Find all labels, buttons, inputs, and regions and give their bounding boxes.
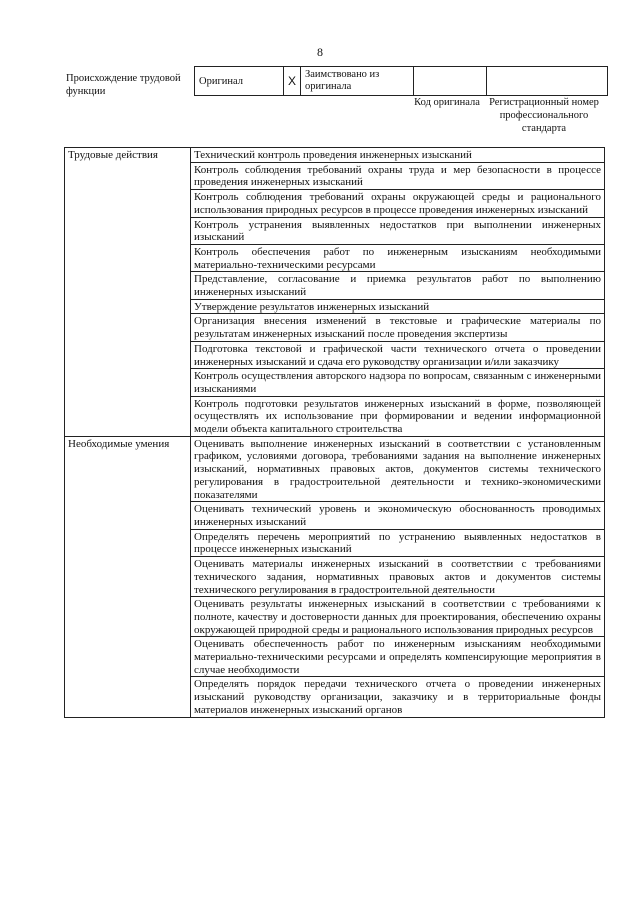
original-cell: Оригинал bbox=[195, 67, 284, 96]
list-item: Контроль соблюдения требований охраны труда и мер безопасности в процессе проведения инженерных изысканий bbox=[191, 162, 605, 189]
list-item: Определять порядок передачи технического отчета о проведении инженерных изысканий руководству организации, заказчику и в территориальные фонды материалов инженерных изысканий органов bbox=[191, 677, 605, 717]
original-mark: X bbox=[284, 67, 301, 96]
origin-table bbox=[194, 66, 608, 96]
origin-label: Происхождение трудовой функции bbox=[66, 73, 181, 97]
list-item: Контроль обеспечения работ по инженерным изысканиям необходимыми материально-техническими ресурсами bbox=[191, 244, 605, 271]
section-category: Необходимые умения bbox=[65, 436, 191, 717]
list-item: Оценивать обеспеченность работ по инженерным изысканиям необходимыми материально-техническими ресурсами и определять компенсирующие мероприятия в случае необходимости bbox=[191, 637, 605, 677]
reg-number-cell bbox=[487, 67, 608, 96]
list-item: Контроль устранения выявленных недостатков при выполнении инженерных изысканий bbox=[191, 217, 605, 244]
labor-functions-table bbox=[64, 147, 605, 718]
section-category: Трудовые действия bbox=[65, 148, 191, 437]
list-item: Технический контроль проведения инженерных изысканий bbox=[191, 148, 605, 163]
code-cell bbox=[414, 67, 487, 96]
list-item: Оценивать выполнение инженерных изысканий в соответствии с установленным графиком, условиями договора, требованиями задания на выполнение инженерных изысканий, нормативных правовых актов, документов системы технического регулирования в градостроительной деятельности и технико-экономическими показателями bbox=[191, 436, 605, 502]
list-item: Подготовка текстовой и графической части технического отчета о проведении инженерных изысканий и сдача его руководству организации и/или заказчику bbox=[191, 341, 605, 368]
list-item: Определять перечень мероприятий по устранению выявленных недостатков в процессе инженерных изысканий bbox=[191, 529, 605, 556]
list-item: Контроль осуществления авторского надзора по вопросам, связанным с инженерными изысканиями bbox=[191, 369, 605, 396]
page-number: 8 bbox=[317, 45, 323, 59]
list-item: Контроль подготовки результатов инженерных изысканий в форме, позволяющей осуществлять их использование при формировании и ведении информационной модели объекта капитального строительства bbox=[191, 396, 605, 436]
reg-number-label: Регистрационный номер профессионального стандарта bbox=[489, 97, 599, 134]
borrowed-cell: Заимствовано из оригинала bbox=[301, 67, 414, 96]
table-row bbox=[65, 436, 605, 502]
list-item: Представление, согласование и приемка результатов работ по выполнению инженерных изысканий bbox=[191, 272, 605, 299]
list-item: Организация внесения изменений в текстовые и графические материалы по результатам инженерных изысканий после проведения экспертизы bbox=[191, 314, 605, 341]
list-item: Оценивать материалы инженерных изысканий в соответствии с требованиями технического задания, нормативных правовых актов и документов системы технического регулирования в градостроительной деятельности bbox=[191, 557, 605, 597]
list-item: Контроль соблюдения требований охраны окружающей среды и рационального использования природных ресурсов в процессе проведения инженерных изысканий bbox=[191, 190, 605, 217]
list-item: Оценивать результаты инженерных изысканий в соответствии с требованиями к полноте, качеству и достоверности данных для проектирования, обеспечению охраны окружающей природной среды и рационального использования природных ресурсов bbox=[191, 597, 605, 637]
table-row bbox=[65, 148, 605, 163]
code-label: Код оригинала bbox=[414, 97, 480, 108]
list-item: Оценивать технический уровень и экономическую обоснованность проводимых инженерных изысканий bbox=[191, 502, 605, 529]
list-item: Утверждение результатов инженерных изысканий bbox=[191, 299, 605, 314]
